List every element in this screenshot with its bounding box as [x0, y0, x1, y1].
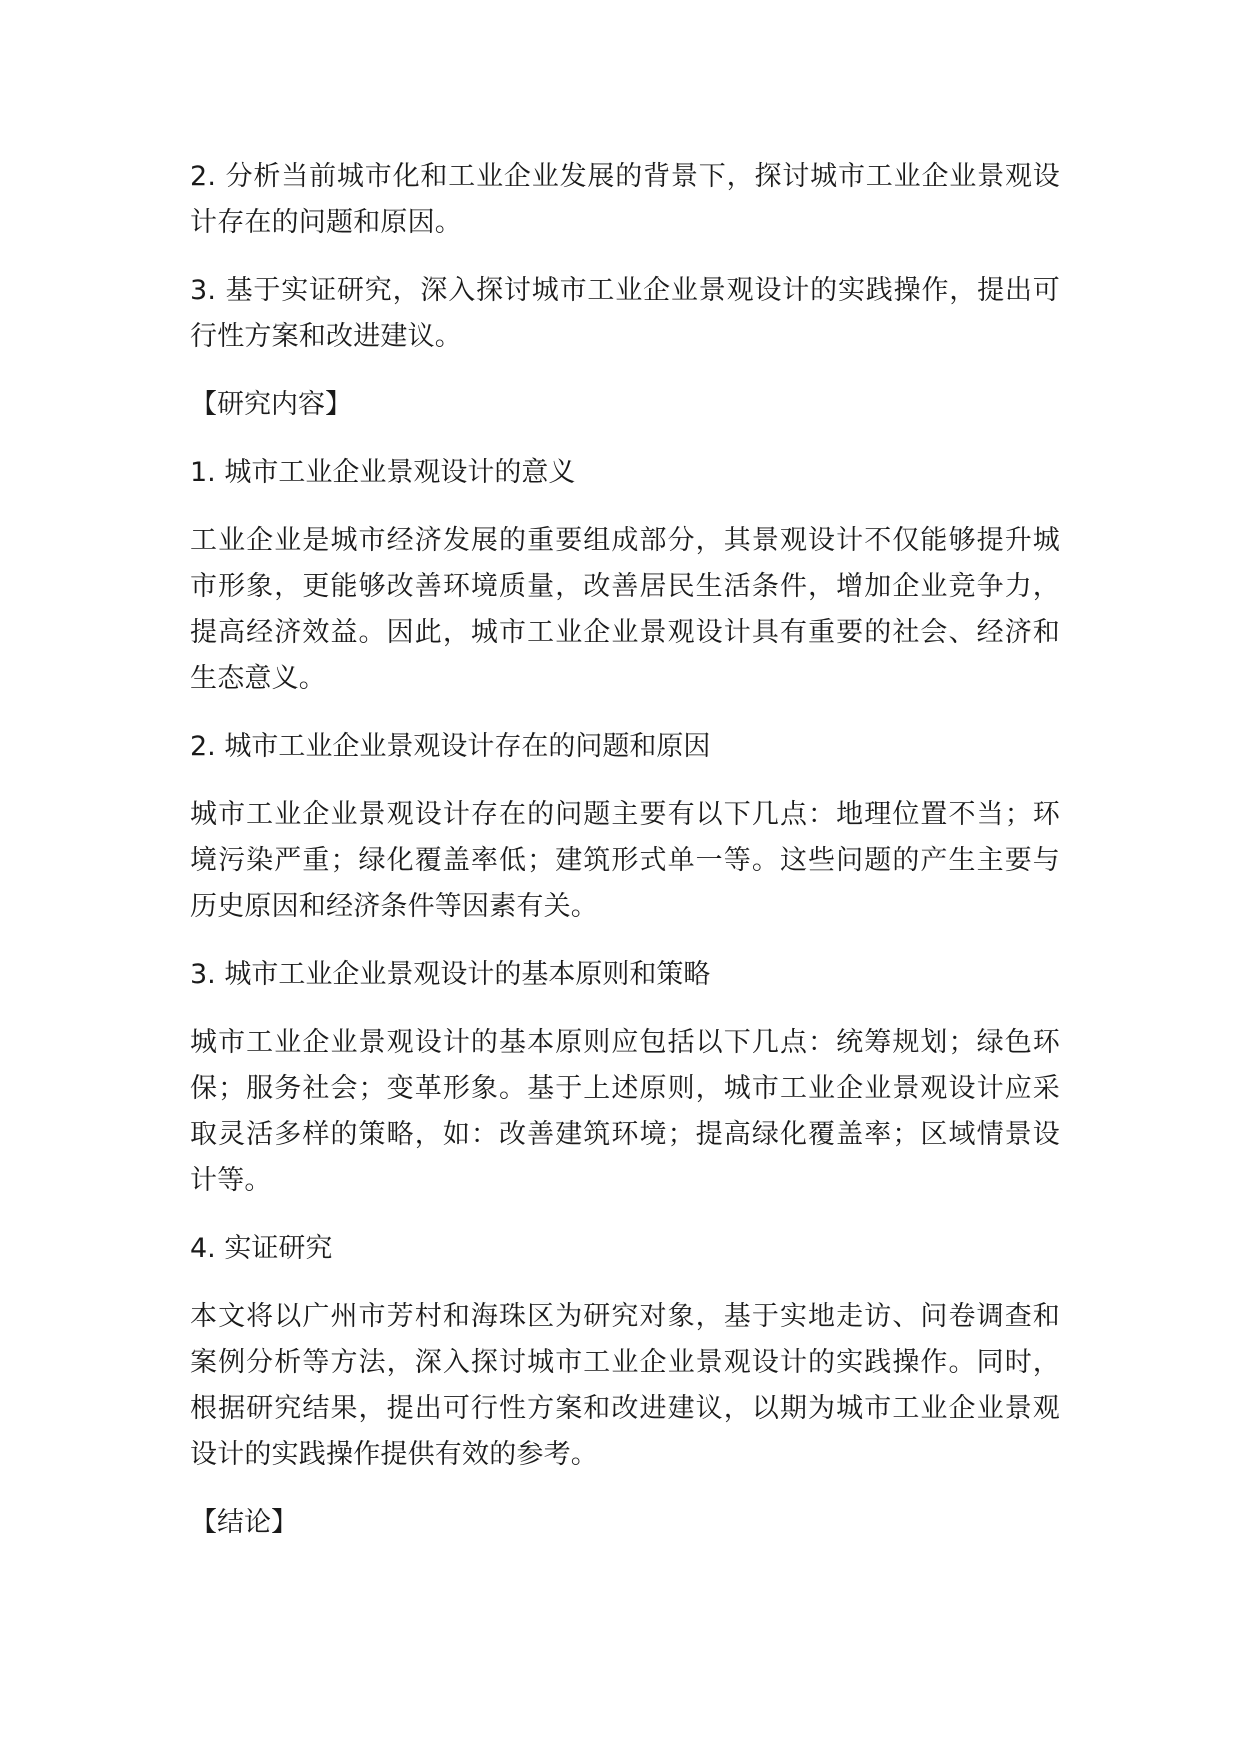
objective-2: 2. 分析当前城市化和工业企业发展的背景下，探讨城市工业企业景观设计存在的问题和原因。: [190, 161, 1060, 238]
paragraph-problems: 城市工业企业景观设计存在的问题主要有以下几点：地理位置不当；环境污染严重；绿化覆盖率低；建筑形式单一等。这些问题的产生主要与历史原因和经济条件等因素有关。: [190, 799, 1060, 922]
paragraph-empirical: 本文将以广州市芳村和海珠区为研究对象，基于实地走访、问卷调查和案例分析等方法，深入探讨城市工业企业景观设计的实践操作。同时，根据研究结果，提出可行性方案和改进建议，以期为城市工业企业景观设计的实践操作提供有效的参考。: [190, 1301, 1060, 1470]
paragraph-significance: 工业企业是城市经济发展的重要组成部分，其景观设计不仅能够提升城市形象，更能够改善环境质量，改善居民生活条件，增加企业竞争力，提高经济效益。因此，城市工业企业景观设计具有重要的社会、经济和生态意义。: [190, 525, 1060, 694]
paragraph-principles: 城市工业企业景观设计的基本原则应包括以下几点：统筹规划；绿色环保；服务社会；变革形象。基于上述原则，城市工业企业景观设计应采取灵活多样的策略，如：改善建筑环境；提高绿化覆盖率；区域情景设计等。: [190, 1027, 1060, 1196]
subheading-problems: 2. 城市工业企业景观设计存在的问题和原因: [190, 731, 711, 762]
subheading-principles: 3. 城市工业企业景观设计的基本原则和策略: [190, 959, 711, 990]
objective-3: 3. 基于实证研究，深入探讨城市工业企业景观设计的实践操作，提出可行性方案和改进建议。: [190, 275, 1060, 352]
subheading-empirical: 4. 实证研究: [190, 1233, 333, 1264]
subheading-significance: 1. 城市工业企业景观设计的意义: [190, 457, 576, 488]
section-conclusion: 【结论】: [190, 1507, 298, 1538]
section-research-content: 【研究内容】: [190, 389, 352, 420]
document-body: [190, 154, 1060, 1568]
